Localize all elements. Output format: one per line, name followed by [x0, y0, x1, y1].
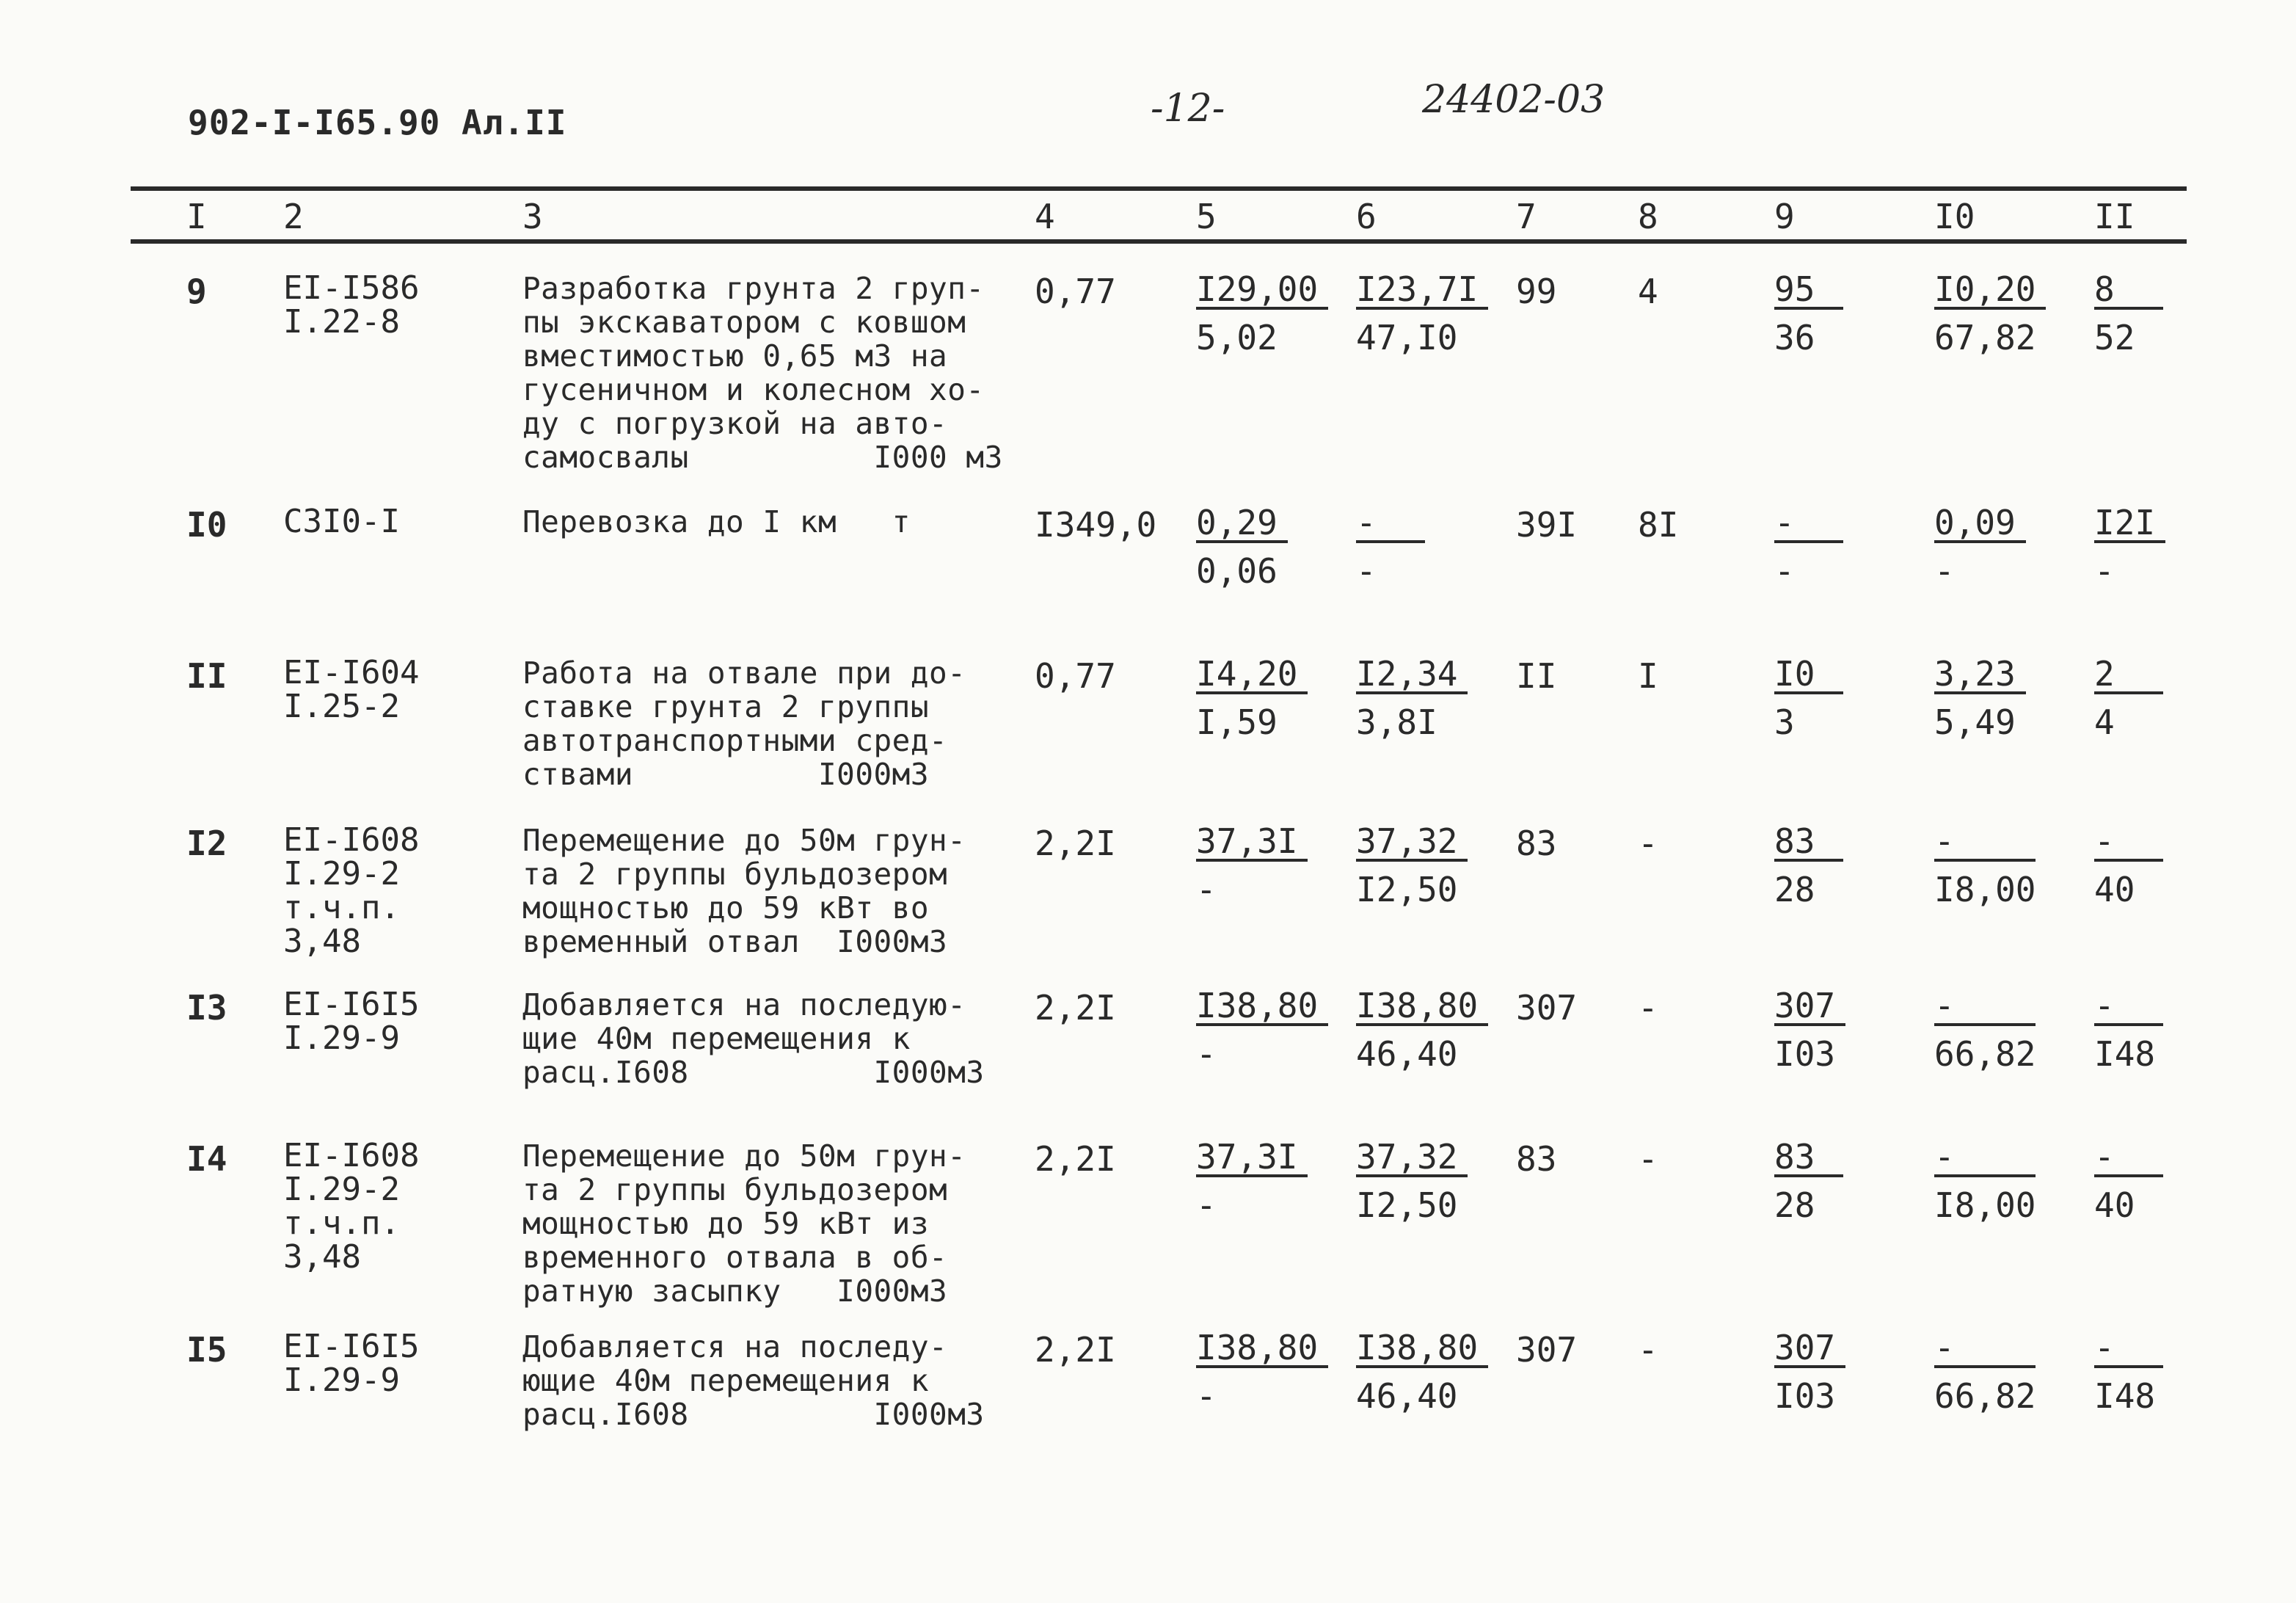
- quantity: I349,0: [1035, 505, 1157, 545]
- fraction-bottom: 28: [1774, 1185, 1815, 1225]
- quantity: 0,77: [1035, 272, 1116, 311]
- fraction-cell: [1356, 269, 1488, 357]
- fraction-bottom: 36: [1774, 318, 1815, 357]
- fraction-bottom: 3: [1774, 702, 1795, 742]
- work-description: Перемещение до 50м грун- та 2 группы бульдозером мощностью до 59 кВт во временный отвал I000м3: [522, 823, 966, 959]
- row-number: 9: [186, 272, 207, 311]
- fraction-bottom: I03: [1774, 1376, 1836, 1416]
- quantity: 2,2I: [1035, 1330, 1116, 1370]
- fraction-cell: [1934, 821, 2036, 909]
- fraction-top: -: [1934, 988, 2036, 1026]
- quantity: 2,2I: [1035, 988, 1116, 1028]
- fraction-cell: [1774, 656, 1843, 740]
- column-header-11: II: [2094, 197, 2135, 236]
- norm-code: EI-I608 I.29-2 т.ч.п. 3,48: [283, 821, 420, 960]
- fraction-bottom: 3,8I: [1356, 702, 1437, 742]
- fraction-top: -: [2094, 1330, 2163, 1368]
- quantity: 0,77: [1035, 656, 1116, 696]
- document-number: 24402-03: [1422, 78, 1606, 122]
- norm-code: EI-I6I5 I.29-9: [283, 1328, 420, 1399]
- quantity: 2,2I: [1035, 1139, 1116, 1179]
- fraction-cell: [2094, 1139, 2163, 1223]
- fraction-cell: [2094, 1330, 2163, 1414]
- fraction-top: -: [2094, 824, 2163, 862]
- fraction-cell: [1196, 1330, 1328, 1414]
- column-8-value: -: [1638, 988, 1658, 1028]
- fraction-cell: [1934, 269, 2046, 357]
- fraction-bottom: I,59: [1196, 702, 1278, 742]
- fraction-cell: [2094, 269, 2163, 357]
- work-description: Добавляется на последую- щие 40м перемещения к расц.I608 I000м3: [522, 987, 985, 1090]
- column-8-value: I: [1638, 656, 1658, 696]
- column-8-value: -: [1638, 824, 1658, 863]
- fraction-bottom: 66,82: [1934, 1034, 2036, 1074]
- fraction-bottom: 28: [1774, 870, 1815, 909]
- row-number: I5: [186, 1330, 227, 1370]
- fraction-top: 83: [1774, 1139, 1843, 1177]
- fraction-top: 3,23: [1934, 656, 2026, 694]
- fraction-cell: [1934, 505, 2026, 589]
- work-description: Добавляется на последу- ющие 40м перемещения к расц.I608 I000м3: [522, 1329, 985, 1432]
- fraction-cell: [1774, 821, 1843, 909]
- column-8-value: 8I: [1638, 505, 1679, 545]
- fraction-top: -: [1934, 1139, 2036, 1177]
- fraction-top: 0,29: [1196, 505, 1288, 543]
- fraction-top: -: [2094, 1139, 2163, 1177]
- row-number: I4: [186, 1139, 227, 1179]
- fraction-cell: [1196, 821, 1308, 909]
- column-header-10: I0: [1934, 197, 1975, 236]
- fraction-bottom: I8,00: [1934, 1185, 2036, 1225]
- fraction-bottom: I03: [1774, 1034, 1836, 1074]
- fraction-bottom: 52: [2094, 318, 2135, 357]
- fraction-bottom: 67,82: [1934, 318, 2036, 357]
- fraction-cell: [1934, 1330, 2036, 1414]
- fraction-bottom: -: [1196, 1376, 1217, 1416]
- fraction-top: I0: [1774, 656, 1843, 694]
- fraction-top: I38,80: [1356, 1330, 1488, 1368]
- row-number: I2: [186, 824, 227, 863]
- fraction-cell: [1196, 505, 1288, 589]
- column-8-value: 4: [1638, 272, 1658, 311]
- fraction-cell: [1196, 1139, 1308, 1223]
- fraction-bottom: 40: [2094, 870, 2135, 909]
- column-header-8: 8: [1638, 197, 1658, 236]
- column-7-value: 99: [1516, 272, 1557, 311]
- column-header-5: 5: [1196, 197, 1217, 236]
- fraction-top: -: [1356, 505, 1425, 543]
- fraction-cell: [1774, 1139, 1843, 1223]
- fraction-bottom: -: [1196, 1185, 1217, 1225]
- norm-code: C3I0-I: [283, 503, 400, 540]
- fraction-cell: [1196, 988, 1328, 1072]
- fraction-bottom: 4: [2094, 702, 2115, 742]
- fraction-top: 2: [2094, 656, 2163, 694]
- column-7-value: 83: [1516, 1139, 1557, 1179]
- column-header-3: 3: [522, 197, 543, 236]
- column-header-1: I: [186, 197, 207, 236]
- column-7-value: 307: [1516, 988, 1578, 1028]
- fraction-top: -: [1774, 505, 1843, 543]
- fraction-bottom: I2,50: [1356, 870, 1458, 909]
- fraction-bottom: I48: [2094, 1376, 2156, 1416]
- column-header-9: 9: [1774, 197, 1795, 236]
- fraction-bottom: -: [2094, 551, 2115, 591]
- document-code: 902-I-I65.90 Ал.II: [188, 103, 567, 142]
- fraction-bottom: 5,02: [1196, 318, 1278, 357]
- fraction-bottom: 46,40: [1356, 1034, 1458, 1074]
- column-8-value: -: [1638, 1330, 1658, 1370]
- fraction-cell: [1774, 269, 1843, 357]
- fraction-bottom: I8,00: [1934, 870, 2036, 909]
- work-description: Перевозка до I км т: [522, 504, 911, 539]
- fraction-cell: [1934, 656, 2026, 740]
- work-description: Перемещение до 50м грун- та 2 группы бульдозером мощностью до 59 кВт из временного отвала в об- ратную засыпку I000м3: [522, 1138, 966, 1309]
- column-7-value: 307: [1516, 1330, 1578, 1370]
- fraction-cell: [1356, 656, 1468, 740]
- fraction-bottom: 66,82: [1934, 1376, 2036, 1416]
- fraction-top: -: [1934, 1330, 2036, 1368]
- fraction-cell: [1774, 988, 1845, 1072]
- fraction-bottom: I2,50: [1356, 1185, 1458, 1225]
- fraction-cell: [1196, 656, 1308, 740]
- page-number: -12-: [1151, 87, 1225, 131]
- column-8-value: -: [1638, 1139, 1658, 1179]
- fraction-bottom: 40: [2094, 1185, 2135, 1225]
- row-number: I3: [186, 988, 227, 1028]
- fraction-bottom: 0,06: [1196, 551, 1278, 591]
- fraction-top: 37,3I: [1196, 824, 1308, 862]
- column-header-7: 7: [1516, 197, 1537, 236]
- column-7-value: 83: [1516, 824, 1557, 863]
- fraction-bottom: I48: [2094, 1034, 2156, 1074]
- fraction-top: 37,3I: [1196, 1139, 1308, 1177]
- fraction-top: 37,32: [1356, 824, 1468, 862]
- fraction-top: I38,80: [1196, 1330, 1328, 1368]
- fraction-bottom: -: [1934, 551, 1955, 591]
- work-description: Разработка грунта 2 груп- пы экскаватором с ковшом вместимостью 0,65 м3 на гусеничном и колесном хо- ду с погрузкой на авто- самосвалы I000 м3: [522, 271, 1003, 475]
- fraction-bottom: -: [1196, 870, 1217, 909]
- fraction-top: 0,09: [1934, 505, 2026, 543]
- column-7-value: 39I: [1516, 505, 1578, 545]
- norm-code: EI-I604 I.25-2: [283, 654, 420, 725]
- fraction-top: 83: [1774, 824, 1843, 862]
- fraction-top: I38,80: [1356, 988, 1488, 1026]
- column-7-value: II: [1516, 656, 1557, 696]
- norm-code: EI-I586 I.22-8: [283, 269, 420, 341]
- fraction-bottom: 47,I0: [1356, 318, 1458, 357]
- fraction-top: -: [2094, 988, 2163, 1026]
- fraction-top: 95: [1774, 272, 1843, 310]
- fraction-cell: [1356, 821, 1468, 909]
- fraction-bottom: 46,40: [1356, 1376, 1458, 1416]
- fraction-cell: [1356, 988, 1488, 1072]
- fraction-top: I0,20: [1934, 272, 2046, 310]
- fraction-top: I4,20: [1196, 656, 1308, 694]
- fraction-cell: [1934, 988, 2036, 1072]
- fraction-top: 307: [1774, 1330, 1845, 1368]
- column-header-2: 2: [283, 197, 304, 236]
- fraction-cell: [2094, 505, 2165, 589]
- quantity: 2,2I: [1035, 824, 1116, 863]
- fraction-cell: [1934, 1139, 2036, 1223]
- fraction-cell: [1774, 505, 1843, 589]
- fraction-top: I29,00: [1196, 272, 1328, 310]
- column-header-4: 4: [1035, 197, 1055, 236]
- norm-code: EI-I608 I.29-2 т.ч.п. 3,48: [283, 1137, 420, 1276]
- fraction-top: I2I: [2094, 505, 2165, 543]
- column-header-6: 6: [1356, 197, 1377, 236]
- fraction-cell: [1774, 1330, 1845, 1414]
- fraction-top: I23,7I: [1356, 272, 1488, 310]
- norm-code: EI-I6I5 I.29-9: [283, 986, 420, 1057]
- fraction-cell: [1356, 1330, 1488, 1414]
- fraction-top: I38,80: [1196, 988, 1328, 1026]
- fraction-cell: [2094, 656, 2163, 740]
- fraction-bottom: -: [1774, 551, 1795, 591]
- work-description: Работа на отвале при до- ставке грунта 2 группы автотранспортными сред- ствами I000м3: [522, 655, 966, 792]
- fraction-top: -: [1934, 824, 2036, 862]
- fraction-top: I2,34: [1356, 656, 1468, 694]
- fraction-top: 8: [2094, 272, 2163, 310]
- fraction-cell: [1356, 1139, 1468, 1223]
- fraction-cell: [1356, 505, 1425, 589]
- fraction-bottom: 5,49: [1934, 702, 2016, 742]
- fraction-bottom: -: [1196, 1034, 1217, 1074]
- fraction-cell: [2094, 988, 2163, 1072]
- row-number: II: [186, 656, 227, 696]
- fraction-top: 307: [1774, 988, 1845, 1026]
- fraction-cell: [1196, 269, 1328, 357]
- row-number: I0: [186, 505, 227, 545]
- fraction-bottom: -: [1356, 551, 1377, 591]
- fraction-cell: [2094, 821, 2163, 909]
- fraction-top: 37,32: [1356, 1139, 1468, 1177]
